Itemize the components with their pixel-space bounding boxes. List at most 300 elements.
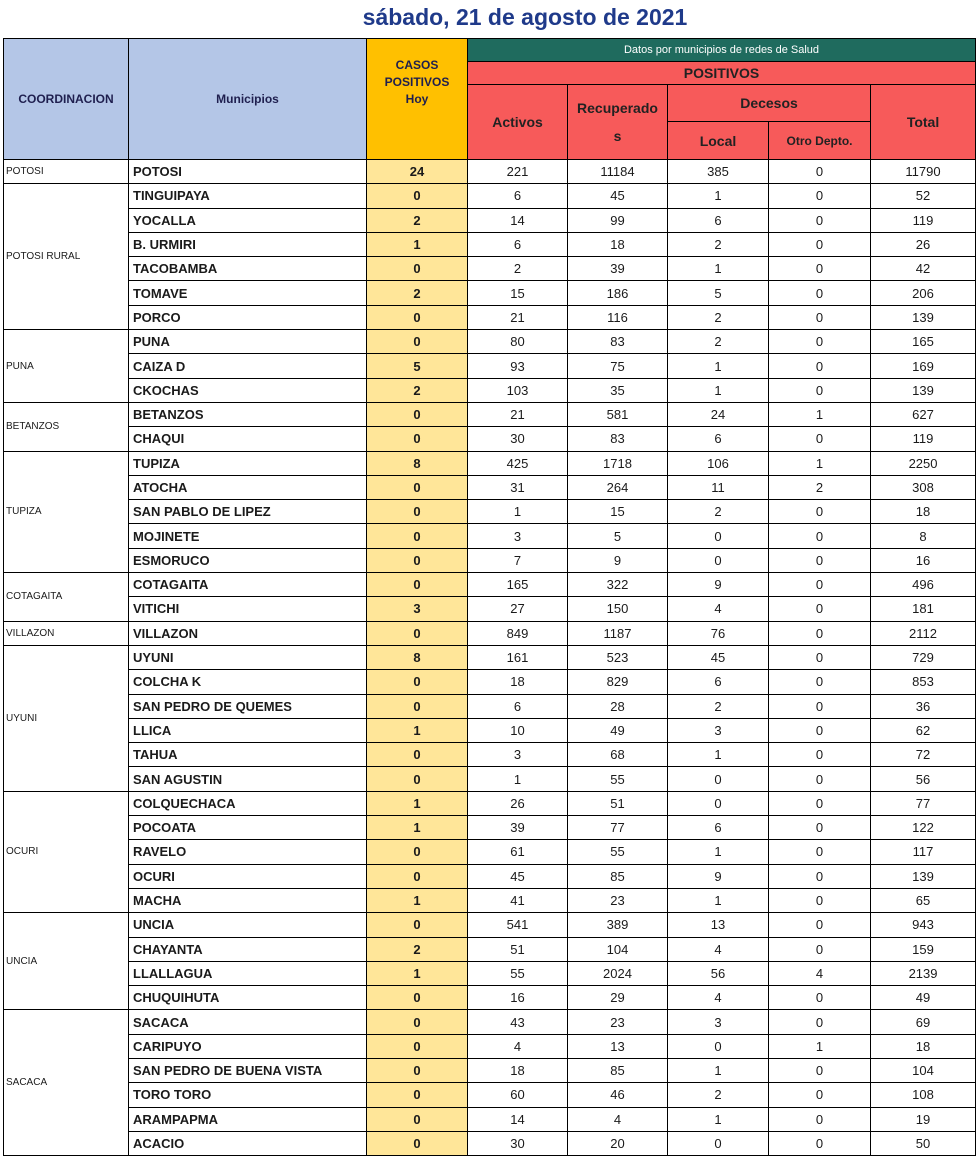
total-cell: 108 [871, 1083, 976, 1107]
casos-hoy-cell: 0 [367, 621, 468, 645]
casos-hoy-cell: 1 [367, 718, 468, 742]
casos-hoy-cell: 0 [367, 1083, 468, 1107]
municipio-cell: LLALLAGUA [129, 961, 367, 985]
total-cell: 56 [871, 767, 976, 791]
casos-hoy-cell: 0 [367, 257, 468, 281]
total-cell: 18 [871, 1034, 976, 1058]
recuperados-cell: 77 [568, 816, 668, 840]
activos-cell: 21 [468, 402, 568, 426]
table-row [4, 354, 976, 378]
municipio-cell: TACOBAMBA [129, 257, 367, 281]
otro-depto-cell: 0 [769, 378, 871, 402]
header-local: Local [668, 122, 769, 160]
casos-hoy-cell: 0 [367, 524, 468, 548]
recuperados-cell: 829 [568, 670, 668, 694]
total-cell: 853 [871, 670, 976, 694]
local-cell: 2 [668, 305, 769, 329]
table-row [4, 184, 976, 208]
header-decesos: Decesos [668, 85, 871, 122]
local-cell: 6 [668, 208, 769, 232]
recuperados-cell: 85 [568, 1058, 668, 1082]
table-row [4, 548, 976, 572]
header-datos-redes: Datos por municipios de redes de Salud [468, 39, 976, 62]
otro-depto-cell: 0 [769, 670, 871, 694]
total-cell: 119 [871, 427, 976, 451]
table-row [4, 1010, 976, 1034]
activos-cell: 30 [468, 427, 568, 451]
local-cell: 1 [668, 257, 769, 281]
activos-cell: 80 [468, 330, 568, 354]
local-cell: 0 [668, 548, 769, 572]
municipio-cell: BETANZOS [129, 402, 367, 426]
activos-cell: 10 [468, 718, 568, 742]
otro-depto-cell: 0 [769, 281, 871, 305]
activos-cell: 16 [468, 986, 568, 1010]
table-row [4, 816, 976, 840]
activos-cell: 15 [468, 281, 568, 305]
header-municipios: Municipios [129, 39, 367, 160]
local-cell: 385 [668, 160, 769, 184]
activos-cell: 541 [468, 913, 568, 937]
local-cell: 1 [668, 1107, 769, 1131]
recuperados-cell: 45 [568, 184, 668, 208]
activos-cell: 221 [468, 160, 568, 184]
table-row [4, 475, 976, 499]
local-cell: 3 [668, 1010, 769, 1034]
municipio-cell: VITICHI [129, 597, 367, 621]
total-cell: 104 [871, 1058, 976, 1082]
recuperados-cell: 104 [568, 937, 668, 961]
municipio-cell: ACACIO [129, 1131, 367, 1155]
municipio-cell: ESMORUCO [129, 548, 367, 572]
local-cell: 1 [668, 1058, 769, 1082]
casos-hoy-cell: 8 [367, 645, 468, 669]
otro-depto-cell: 0 [769, 767, 871, 791]
activos-cell: 45 [468, 864, 568, 888]
table-row [4, 597, 976, 621]
table-row [4, 645, 976, 669]
casos-hoy-cell: 0 [367, 767, 468, 791]
otro-depto-cell: 0 [769, 718, 871, 742]
header-casos-line2: POSITIVOS [384, 74, 450, 89]
casos-hoy-cell: 8 [367, 451, 468, 475]
recuperados-cell: 51 [568, 791, 668, 815]
municipio-cell: PORCO [129, 305, 367, 329]
casos-hoy-cell: 0 [367, 475, 468, 499]
recuperados-cell: 11184 [568, 160, 668, 184]
table-row [4, 378, 976, 402]
municipio-cell: COTAGAITA [129, 573, 367, 597]
otro-depto-cell: 1 [769, 1034, 871, 1058]
municipio-cell: TUPIZA [129, 451, 367, 475]
municipio-cell: SACACA [129, 1010, 367, 1034]
otro-depto-cell: 0 [769, 864, 871, 888]
total-cell: 8 [871, 524, 976, 548]
table-row [4, 1034, 976, 1058]
municipio-cell: OCURI [129, 864, 367, 888]
municipio-cell: POCOATA [129, 816, 367, 840]
recuperados-cell: 5 [568, 524, 668, 548]
recuperados-cell: 150 [568, 597, 668, 621]
municipio-cell: CKOCHAS [129, 378, 367, 402]
municipio-cell: TORO TORO [129, 1083, 367, 1107]
coordinacion-cell: PUNA [4, 330, 129, 403]
table-row [4, 402, 976, 426]
casos-hoy-cell: 0 [367, 1058, 468, 1082]
otro-depto-cell: 4 [769, 961, 871, 985]
header-total: Total [871, 85, 976, 160]
total-cell: 206 [871, 281, 976, 305]
municipio-cell: CHUQUIHUTA [129, 986, 367, 1010]
local-cell: 1 [668, 184, 769, 208]
local-cell: 1 [668, 840, 769, 864]
table-row [4, 864, 976, 888]
coordinacion-cell: VILLAZON [4, 621, 129, 645]
recuperados-cell: 55 [568, 767, 668, 791]
activos-cell: 3 [468, 524, 568, 548]
casos-hoy-cell: 0 [367, 1131, 468, 1155]
recuperados-cell: 13 [568, 1034, 668, 1058]
total-cell: 122 [871, 816, 976, 840]
coordinacion-cell: SACACA [4, 1010, 129, 1156]
total-cell: 52 [871, 184, 976, 208]
casos-hoy-cell: 1 [367, 888, 468, 912]
recuperados-cell: 23 [568, 1010, 668, 1034]
activos-cell: 1 [468, 767, 568, 791]
recuperados-cell: 75 [568, 354, 668, 378]
recuperados-cell: 28 [568, 694, 668, 718]
table-row [4, 937, 976, 961]
casos-hoy-cell: 3 [367, 597, 468, 621]
total-cell: 2250 [871, 451, 976, 475]
casos-hoy-cell: 2 [367, 937, 468, 961]
total-cell: 117 [871, 840, 976, 864]
local-cell: 2 [668, 1083, 769, 1107]
coordinacion-cell: OCURI [4, 791, 129, 912]
recuperados-cell: 39 [568, 257, 668, 281]
otro-depto-cell: 0 [769, 937, 871, 961]
activos-cell: 6 [468, 184, 568, 208]
otro-depto-cell: 0 [769, 1058, 871, 1082]
total-cell: 62 [871, 718, 976, 742]
local-cell: 0 [668, 1034, 769, 1058]
table-row [4, 524, 976, 548]
municipio-cell: SAN AGUSTIN [129, 767, 367, 791]
header-casos-line1: CASOS [395, 57, 439, 72]
local-cell: 3 [668, 718, 769, 742]
recuperados-cell: 55 [568, 840, 668, 864]
local-cell: 56 [668, 961, 769, 985]
activos-cell: 1 [468, 500, 568, 524]
activos-cell: 849 [468, 621, 568, 645]
otro-depto-cell: 0 [769, 597, 871, 621]
municipio-cell: LLICA [129, 718, 367, 742]
table-row [4, 621, 976, 645]
total-cell: 119 [871, 208, 976, 232]
otro-depto-cell: 0 [769, 743, 871, 767]
activos-cell: 18 [468, 670, 568, 694]
local-cell: 0 [668, 1131, 769, 1155]
activos-cell: 103 [468, 378, 568, 402]
total-cell: 139 [871, 864, 976, 888]
local-cell: 9 [668, 573, 769, 597]
total-cell: 139 [871, 305, 976, 329]
coordinacion-cell: UYUNI [4, 645, 129, 791]
activos-cell: 18 [468, 1058, 568, 1082]
casos-hoy-cell: 2 [367, 378, 468, 402]
otro-depto-cell: 1 [769, 451, 871, 475]
otro-depto-cell: 2 [769, 475, 871, 499]
casos-hoy-cell: 0 [367, 913, 468, 937]
casos-hoy-cell: 0 [367, 986, 468, 1010]
local-cell: 9 [668, 864, 769, 888]
covid-table [3, 38, 976, 1156]
table-row [4, 1131, 976, 1155]
otro-depto-cell: 0 [769, 1107, 871, 1131]
recuperados-cell: 23 [568, 888, 668, 912]
table-row [4, 1083, 976, 1107]
casos-hoy-cell: 0 [367, 548, 468, 572]
activos-cell: 21 [468, 305, 568, 329]
header-recuperados-line2: s [613, 128, 622, 144]
activos-cell: 43 [468, 1010, 568, 1034]
activos-cell: 60 [468, 1083, 568, 1107]
otro-depto-cell: 0 [769, 573, 871, 597]
municipio-cell: UNCIA [129, 913, 367, 937]
recuperados-cell: 49 [568, 718, 668, 742]
casos-hoy-cell: 0 [367, 743, 468, 767]
municipio-cell: CAIZA D [129, 354, 367, 378]
activos-cell: 425 [468, 451, 568, 475]
local-cell: 13 [668, 913, 769, 937]
local-cell: 76 [668, 621, 769, 645]
otro-depto-cell: 0 [769, 305, 871, 329]
table-row [4, 500, 976, 524]
recuperados-cell: 46 [568, 1083, 668, 1107]
page-title: sábado, 21 de agosto de 2021 [362, 4, 688, 30]
table-row [4, 694, 976, 718]
total-cell: 19 [871, 1107, 976, 1131]
otro-depto-cell: 0 [769, 184, 871, 208]
otro-depto-cell: 0 [769, 1010, 871, 1034]
local-cell: 0 [668, 524, 769, 548]
total-cell: 49 [871, 986, 976, 1010]
local-cell: 4 [668, 986, 769, 1010]
municipio-cell: SAN PABLO DE LIPEZ [129, 500, 367, 524]
activos-cell: 55 [468, 961, 568, 985]
recuperados-cell: 322 [568, 573, 668, 597]
municipio-cell: COLCHA K [129, 670, 367, 694]
activos-cell: 27 [468, 597, 568, 621]
municipio-cell: VILLAZON [129, 621, 367, 645]
otro-depto-cell: 0 [769, 645, 871, 669]
local-cell: 2 [668, 694, 769, 718]
local-cell: 106 [668, 451, 769, 475]
table-row [4, 330, 976, 354]
local-cell: 1 [668, 354, 769, 378]
total-cell: 943 [871, 913, 976, 937]
total-cell: 2139 [871, 961, 976, 985]
casos-hoy-cell: 0 [367, 402, 468, 426]
total-cell: 496 [871, 573, 976, 597]
local-cell: 11 [668, 475, 769, 499]
total-cell: 181 [871, 597, 976, 621]
recuperados-cell: 35 [568, 378, 668, 402]
total-cell: 77 [871, 791, 976, 815]
coordinacion-cell: POTOSI RURAL [4, 184, 129, 330]
activos-cell: 7 [468, 548, 568, 572]
header-recuperados [568, 85, 668, 160]
casos-hoy-cell: 1 [367, 232, 468, 256]
local-cell: 6 [668, 670, 769, 694]
casos-hoy-cell: 0 [367, 500, 468, 524]
recuperados-cell: 523 [568, 645, 668, 669]
otro-depto-cell: 0 [769, 232, 871, 256]
table-row [4, 888, 976, 912]
total-cell: 11790 [871, 160, 976, 184]
total-cell: 69 [871, 1010, 976, 1034]
recuperados-cell: 2024 [568, 961, 668, 985]
recuperados-cell: 20 [568, 1131, 668, 1155]
otro-depto-cell: 0 [769, 548, 871, 572]
municipio-cell: COLQUECHACA [129, 791, 367, 815]
activos-cell: 6 [468, 694, 568, 718]
coordinacion-cell: BETANZOS [4, 402, 129, 451]
otro-depto-cell: 0 [769, 500, 871, 524]
local-cell: 2 [668, 330, 769, 354]
activos-cell: 161 [468, 645, 568, 669]
header-positivos: POSITIVOS [468, 62, 976, 85]
recuperados-cell: 15 [568, 500, 668, 524]
municipio-cell: SAN PEDRO DE BUENA VISTA [129, 1058, 367, 1082]
casos-hoy-cell: 0 [367, 305, 468, 329]
activos-cell: 51 [468, 937, 568, 961]
total-cell: 308 [871, 475, 976, 499]
total-cell: 159 [871, 937, 976, 961]
otro-depto-cell: 0 [769, 257, 871, 281]
local-cell: 1 [668, 888, 769, 912]
recuperados-cell: 99 [568, 208, 668, 232]
coordinacion-cell: UNCIA [4, 913, 129, 1010]
activos-cell: 2 [468, 257, 568, 281]
recuperados-cell: 116 [568, 305, 668, 329]
recuperados-cell: 18 [568, 232, 668, 256]
table-row [4, 670, 976, 694]
total-cell: 627 [871, 402, 976, 426]
total-cell: 18 [871, 500, 976, 524]
otro-depto-cell: 0 [769, 330, 871, 354]
activos-cell: 31 [468, 475, 568, 499]
casos-hoy-cell: 24 [367, 160, 468, 184]
casos-hoy-cell: 0 [367, 840, 468, 864]
casos-hoy-cell: 0 [367, 1034, 468, 1058]
table-row [4, 1058, 976, 1082]
header-coordinacion: COORDINACION [4, 39, 129, 160]
casos-hoy-cell: 5 [367, 354, 468, 378]
otro-depto-cell: 0 [769, 208, 871, 232]
recuperados-cell: 85 [568, 864, 668, 888]
otro-depto-cell: 0 [769, 524, 871, 548]
activos-cell: 3 [468, 743, 568, 767]
local-cell: 4 [668, 597, 769, 621]
coordinacion-cell: POTOSI [4, 160, 129, 184]
total-cell: 139 [871, 378, 976, 402]
header-casos-hoy [367, 39, 468, 160]
municipio-cell: YOCALLA [129, 208, 367, 232]
table-row [4, 257, 976, 281]
header-activos: Activos [468, 85, 568, 160]
municipio-cell: UYUNI [129, 645, 367, 669]
activos-cell: 14 [468, 1107, 568, 1131]
activos-cell: 61 [468, 840, 568, 864]
coordinacion-cell: COTAGAITA [4, 573, 129, 622]
table-row [4, 791, 976, 815]
activos-cell: 41 [468, 888, 568, 912]
total-cell: 72 [871, 743, 976, 767]
table-body [4, 160, 976, 1156]
casos-hoy-cell: 0 [367, 573, 468, 597]
table-row [4, 961, 976, 985]
total-cell: 729 [871, 645, 976, 669]
municipio-cell: CHAQUI [129, 427, 367, 451]
casos-hoy-cell: 0 [367, 330, 468, 354]
municipio-cell: RAVELO [129, 840, 367, 864]
local-cell: 24 [668, 402, 769, 426]
otro-depto-cell: 0 [769, 840, 871, 864]
recuperados-cell: 68 [568, 743, 668, 767]
total-cell: 169 [871, 354, 976, 378]
municipio-cell: B. URMIRI [129, 232, 367, 256]
municipio-cell: ATOCHA [129, 475, 367, 499]
local-cell: 4 [668, 937, 769, 961]
municipio-cell: CHAYANTA [129, 937, 367, 961]
casos-hoy-cell: 0 [367, 1107, 468, 1131]
otro-depto-cell: 0 [769, 1083, 871, 1107]
table-row [4, 160, 976, 184]
municipio-cell: MACHA [129, 888, 367, 912]
otro-depto-cell: 0 [769, 1131, 871, 1155]
otro-depto-cell: 0 [769, 427, 871, 451]
activos-cell: 39 [468, 816, 568, 840]
recuperados-cell: 1718 [568, 451, 668, 475]
table-row [4, 767, 976, 791]
otro-depto-cell: 0 [769, 888, 871, 912]
local-cell: 0 [668, 767, 769, 791]
casos-hoy-cell: 1 [367, 816, 468, 840]
local-cell: 2 [668, 500, 769, 524]
activos-cell: 6 [468, 232, 568, 256]
total-cell: 36 [871, 694, 976, 718]
table-row [4, 427, 976, 451]
activos-cell: 93 [468, 354, 568, 378]
recuperados-cell: 186 [568, 281, 668, 305]
otro-depto-cell: 0 [769, 986, 871, 1010]
otro-depto-cell: 0 [769, 354, 871, 378]
total-cell: 2112 [871, 621, 976, 645]
casos-hoy-cell: 0 [367, 670, 468, 694]
municipio-cell: TOMAVE [129, 281, 367, 305]
coordinacion-cell: TUPIZA [4, 451, 129, 572]
otro-depto-cell: 0 [769, 694, 871, 718]
header-casos-line3: Hoy [405, 91, 429, 106]
total-cell: 42 [871, 257, 976, 281]
casos-hoy-cell: 2 [367, 281, 468, 305]
casos-hoy-cell: 0 [367, 184, 468, 208]
table-row [4, 208, 976, 232]
table-row [4, 573, 976, 597]
local-cell: 2 [668, 232, 769, 256]
recuperados-cell: 389 [568, 913, 668, 937]
